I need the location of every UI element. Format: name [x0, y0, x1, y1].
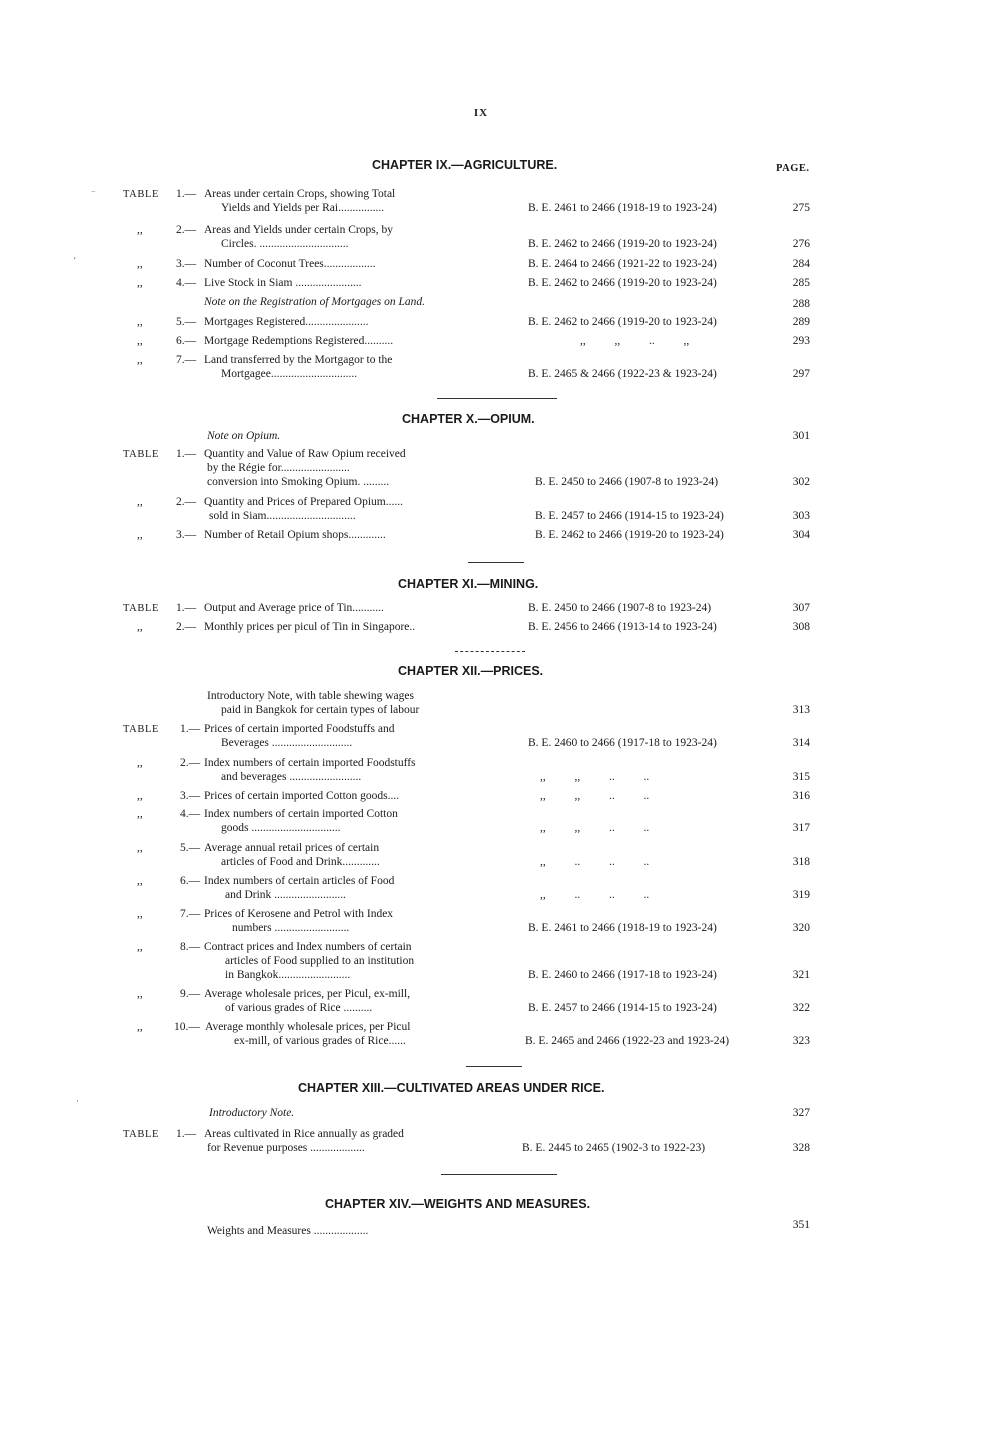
ditto-period: ,, ,, .. ,, — [580, 335, 690, 347]
entry-title: Index numbers of certain imported Foodstuffs — [204, 757, 416, 769]
entry-title: Prices of Kerosene and Petrol with Index — [204, 908, 394, 920]
page-column-header: PAGE. — [776, 163, 810, 174]
entry-title-cont: numbers .......................... — [232, 922, 350, 934]
ditto-mark: ,, — [137, 258, 143, 270]
entry-period: B. E. 2464 to 2466 (1921-22 to 1923-24) — [528, 258, 717, 270]
ditto-mark: ,, — [137, 277, 143, 289]
entry-period: B. E. 2460 to 2466 (1917-18 to 1923-24) — [528, 969, 717, 981]
note-page: 288 — [792, 298, 810, 310]
entry-page: 317 — [792, 822, 810, 834]
entry-number: 10.— — [174, 1021, 200, 1033]
chapter-xiii-title: CHAPTER XIII.—CULTIVATED AREAS UNDER RICE. — [298, 1081, 605, 1095]
ditto-mark: ,, — [137, 757, 143, 769]
entry-number: 2.— — [180, 757, 201, 769]
chapter-x-title: CHAPTER X.—OPIUM. — [402, 412, 535, 426]
entry-title: Index numbers of certain imported Cotton — [204, 808, 398, 820]
ditto-mark: ,, — [137, 496, 143, 508]
ditto-mark: ,, — [137, 875, 143, 887]
entry-title: Number of Retail Opium shops............. — [204, 529, 386, 541]
entry-title: Live Stock in Siam ....................... — [204, 277, 362, 289]
entry-title: Prices of certain imported Cotton goods.... — [204, 790, 400, 802]
entry-title: Output and Average price of Tin........... — [204, 602, 384, 614]
section-divider — [441, 1174, 557, 1175]
entry-number: 7.— — [176, 354, 197, 366]
entry-title-cont: by the Régie for........................ — [207, 462, 350, 474]
section-divider — [437, 398, 557, 399]
table-label: TABLE — [123, 724, 159, 735]
entry-period: B. E. 2445 to 2465 (1902-3 to 1922-23) — [522, 1142, 706, 1154]
page-number: IX — [473, 107, 489, 119]
scan-speck: · — [76, 1096, 79, 1106]
ditto-mark: ,, — [137, 316, 143, 328]
entry-title: Monthly prices per picul of Tin in Singapore.. — [204, 621, 416, 633]
note-page: 301 — [792, 430, 810, 442]
entry-title: Quantity and Value of Raw Opium received — [204, 448, 406, 460]
ditto-mark: ,, — [137, 621, 143, 633]
entry-page: 285 — [792, 277, 810, 289]
entry-page: 297 — [792, 368, 810, 380]
ditto-mark: ,, — [137, 941, 143, 953]
entry-title-cont: conversion into Smoking Opium. ......... — [207, 476, 390, 488]
ditto-period: ,, ,, .. .. — [540, 790, 650, 802]
entry-number: 5.— — [180, 842, 201, 854]
entry-number: 2.— — [176, 224, 197, 236]
table-label: TABLE — [123, 603, 159, 614]
entry-title-cont: Mortgagee.............................. — [221, 368, 358, 380]
entry-period: B. E. 2460 to 2466 (1917-18 to 1923-24) — [528, 737, 717, 749]
entry-page: 289 — [792, 316, 810, 328]
entry-page: 293 — [792, 335, 810, 347]
entry-page: 351 — [792, 1219, 810, 1231]
entry-title: Weights and Measures ................... — [207, 1225, 369, 1237]
ditto-mark: ,, — [137, 354, 143, 366]
entry-period: B. E. 2450 to 2466 (1907-8 to 1923-24) — [535, 476, 719, 488]
ditto-mark: ,, — [137, 988, 143, 1000]
entry-period: B. E. 2456 to 2466 (1913-14 to 1923-24) — [528, 621, 717, 633]
entry-title-cont: Yields and Yields per Rai................ — [221, 202, 385, 214]
entry-title-cont: Circles. ............................... — [221, 238, 349, 250]
entry-period: B. E. 2450 to 2466 (1907-8 to 1923-24) — [528, 602, 712, 614]
entry-title: Average wholesale prices, per Picul, ex-mill, — [204, 988, 411, 1000]
entry-number: 1.— — [176, 448, 197, 460]
entry-page: 316 — [792, 790, 810, 802]
ditto-mark: ,, — [137, 808, 143, 820]
entry-title-cont: in Bangkok......................... — [225, 969, 351, 981]
ditto-period: ,, .. .. .. — [540, 856, 650, 868]
ditto-mark: ,, — [137, 529, 143, 541]
entry-page: 276 — [792, 238, 810, 250]
entry-page: 302 — [792, 476, 810, 488]
entry-title-cont: goods ............................... — [221, 822, 341, 834]
note-title: Introductory Note. — [209, 1107, 295, 1119]
ditto-period: ,, ,, .. .. — [540, 771, 650, 783]
table-label: TABLE — [123, 1129, 159, 1140]
entry-number: 3.— — [176, 258, 197, 270]
entry-title-cont: of various grades of Rice .......... — [225, 1002, 373, 1014]
entry-page: 323 — [792, 1035, 810, 1047]
entry-title: Land transferred by the Mortgagor to the — [204, 354, 393, 366]
chapter-xii-title: CHAPTER XII.—PRICES. — [398, 664, 544, 678]
entry-title-cont: and beverages ......................... — [221, 771, 362, 783]
entry-period: B. E. 2461 to 2466 (1918-19 to 1923-24) — [528, 202, 717, 214]
ditto-mark: ,, — [137, 908, 143, 920]
entry-number: 6.— — [176, 335, 197, 347]
entry-number: 4.— — [176, 277, 197, 289]
entry-page: 321 — [792, 969, 810, 981]
scan-speck: ʳ — [74, 254, 76, 264]
ditto-mark: ,, — [137, 842, 143, 854]
entry-period: B. E. 2457 to 2466 (1914-15 to 1923-24) — [535, 510, 724, 522]
note-page: 327 — [792, 1107, 810, 1119]
entry-page: 275 — [792, 202, 810, 214]
entry-page: 308 — [792, 621, 810, 633]
entry-period: B. E. 2462 to 2466 (1919-20 to 1923-24) — [528, 277, 717, 289]
entry-number: 4.— — [180, 808, 201, 820]
entry-number: 6.— — [180, 875, 201, 887]
entry-title-cont: and Drink ......................... — [225, 889, 347, 901]
entry-page: 304 — [792, 529, 810, 541]
entry-title-cont: for Revenue purposes ................... — [207, 1142, 365, 1154]
scan-speck: ⁻ — [91, 188, 96, 198]
ditto-mark: ,, — [137, 224, 143, 236]
entry-number: 2.— — [176, 621, 197, 633]
entry-title-cont: Beverages ............................ — [221, 737, 353, 749]
note-title: Note on Opium. — [207, 430, 281, 442]
entry-number: 5.— — [176, 316, 197, 328]
entry-title: Average monthly wholesale prices, per Picul — [205, 1021, 411, 1033]
ditto-period: ,, ,, .. .. — [540, 822, 650, 834]
entry-period: B. E. 2462 to 2466 (1919-20 to 1923-24) — [528, 238, 717, 250]
entry-page: 303 — [792, 510, 810, 522]
section-divider — [455, 651, 525, 652]
entry-page: 320 — [792, 922, 810, 934]
entry-title: Areas cultivated in Rice annually as graded — [204, 1128, 404, 1140]
entry-title: Areas under certain Crops, showing Total — [204, 188, 396, 200]
entry-period: B. E. 2465 & 2466 (1922-23 & 1923-24) — [528, 368, 717, 380]
entry-period: B. E. 2457 to 2466 (1914-15 to 1923-24) — [528, 1002, 717, 1014]
entry-title: Contract prices and Index numbers of certain — [204, 941, 412, 953]
chapter-xiv-title: CHAPTER XIV.—WEIGHTS AND MEASURES. — [325, 1197, 591, 1211]
ditto-mark: ,, — [137, 335, 143, 347]
entry-page: 315 — [792, 771, 810, 783]
entry-page: 284 — [792, 258, 810, 270]
section-divider — [466, 1066, 522, 1067]
ditto-mark: ,, — [137, 790, 143, 802]
entry-number: 8.— — [180, 941, 201, 953]
entry-title: Prices of certain imported Foodstuffs and — [204, 723, 395, 735]
entry-number: 1.— — [176, 188, 197, 200]
entry-title-cont: articles of Food supplied to an institution — [225, 955, 415, 967]
entry-number: 1.— — [176, 1128, 197, 1140]
intro-page: 313 — [792, 704, 810, 716]
entry-title-cont: articles of Food and Drink............. — [221, 856, 380, 868]
ditto-mark: ,, — [137, 1021, 143, 1033]
entry-page: 319 — [792, 889, 810, 901]
ditto-period: ,, .. .. .. — [540, 889, 650, 901]
intro-note-cont: paid in Bangkok for certain types of labour — [221, 704, 420, 716]
table-label: TABLE — [123, 449, 159, 460]
table-label: TABLE — [123, 189, 159, 200]
entry-title: Index numbers of certain articles of Food — [204, 875, 395, 887]
entry-title: Areas and Yields under certain Crops, by — [204, 224, 393, 236]
entry-page: 318 — [792, 856, 810, 868]
entry-number: 3.— — [180, 790, 201, 802]
entry-page: 322 — [792, 1002, 810, 1014]
entry-number: 7.— — [180, 908, 201, 920]
entry-title-cont: ex-mill, of various grades of Rice...... — [234, 1035, 406, 1047]
entry-number: 3.— — [176, 529, 197, 541]
entry-title: Mortgages Registered...................... — [204, 316, 369, 328]
entry-page: 328 — [792, 1142, 810, 1154]
entry-number: 1.— — [176, 602, 197, 614]
intro-note: Introductory Note, with table shewing wages — [207, 690, 414, 702]
entry-number: 9.— — [180, 988, 201, 1000]
chapter-xi-title: CHAPTER XI.—MINING. — [398, 577, 539, 591]
entry-page: 307 — [792, 602, 810, 614]
entry-period: B. E. 2462 to 2466 (1919-20 to 1923-24) — [528, 316, 717, 328]
note-title: Note on the Registration of Mortgages on Land. — [204, 296, 426, 308]
entry-period: B. E. 2462 to 2466 (1919-20 to 1923-24) — [535, 529, 724, 541]
entry-title: Mortgage Redemptions Registered.......... — [204, 335, 394, 347]
entry-number: 2.— — [176, 496, 197, 508]
entry-title: Average annual retail prices of certain — [204, 842, 380, 854]
entry-period: B. E. 2461 to 2466 (1918-19 to 1923-24) — [528, 922, 717, 934]
entry-number: 1.— — [180, 723, 201, 735]
entry-period: B. E. 2465 and 2466 (1922-23 and 1923-24) — [525, 1035, 730, 1047]
entry-title-cont: sold in Siam............................... — [209, 510, 356, 522]
section-divider — [468, 562, 524, 563]
entry-title: Quantity and Prices of Prepared Opium...... — [204, 496, 403, 508]
chapter-ix-title: CHAPTER IX.—AGRICULTURE. — [372, 158, 558, 172]
entry-title: Number of Coconut Trees.................. — [204, 258, 376, 270]
entry-page: 314 — [792, 737, 810, 749]
